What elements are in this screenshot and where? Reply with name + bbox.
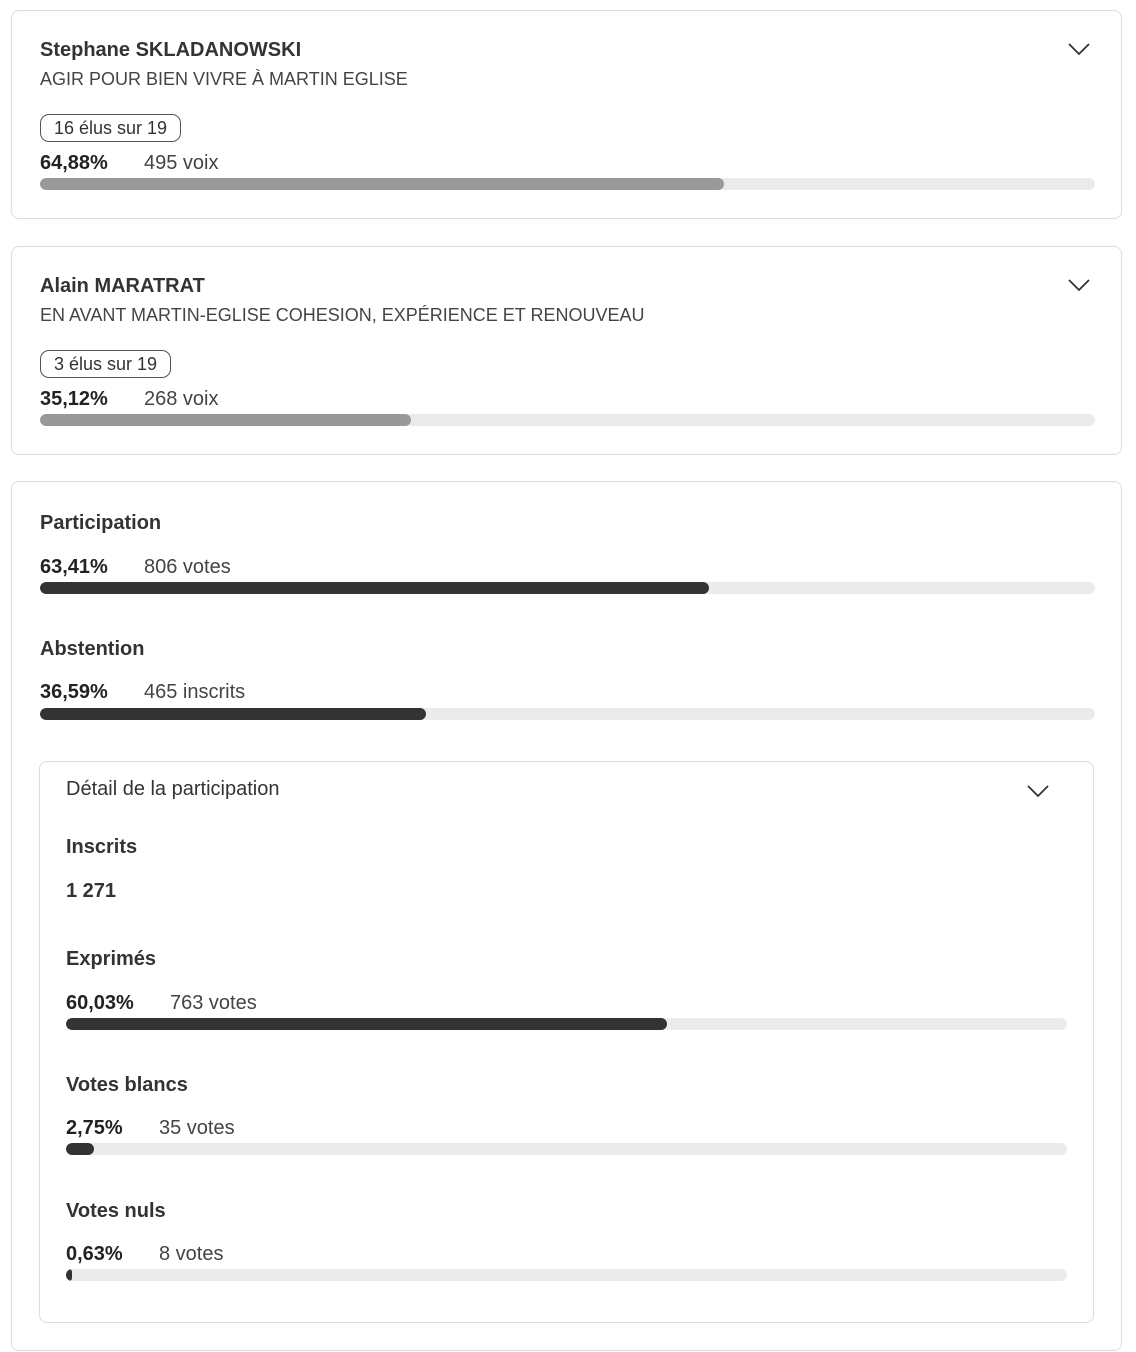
exprimes-stats (66, 992, 257, 1015)
blancs-bar (66, 1143, 1067, 1155)
abstention-title: Abstention (40, 638, 145, 660)
percent: 35,12% (40, 388, 108, 410)
participation-bar (40, 582, 1095, 594)
progress-bar (40, 178, 1095, 190)
nuls-bar (66, 1269, 1067, 1281)
chevron-down-icon[interactable] (1068, 279, 1090, 293)
percent: 0,63% (66, 1243, 123, 1265)
percent: 60,03% (66, 992, 134, 1014)
percent: 2,75% (66, 1117, 123, 1139)
percent: 36,59% (40, 681, 108, 703)
abstention-stats (40, 681, 245, 704)
candidate-party: EN AVANT MARTIN-EGLISE COHESION, EXPÉRIENCE ET RENOUVEAU (40, 305, 645, 325)
vote-count: 495 voix (144, 152, 219, 174)
blancs-title: Votes blancs (66, 1074, 188, 1096)
vote-stats (40, 388, 219, 411)
vote-count: 268 voix (144, 388, 219, 410)
chevron-down-icon[interactable] (1027, 785, 1049, 799)
exprimes-bar (66, 1018, 1067, 1030)
detail-toggle[interactable]: Détail de la participation (66, 778, 280, 800)
count: 465 inscrits (144, 681, 246, 703)
participation-detail (39, 761, 1094, 1323)
nuls-title: Votes nuls (66, 1200, 166, 1222)
count: 35 votes (159, 1117, 235, 1139)
exprimes-title: Exprimés (66, 948, 157, 970)
progress-fill (66, 1269, 72, 1281)
progress-fill (66, 1018, 667, 1030)
participation-card (11, 481, 1122, 1351)
progress-fill (40, 178, 724, 190)
progress-bar (40, 414, 1095, 426)
inscrits-value: 1 271 (66, 880, 117, 902)
progress-fill (66, 1143, 94, 1155)
candidate-name: Alain MARATRAT (40, 275, 205, 297)
candidate-party: AGIR POUR BIEN VIVRE À MARTIN EGLISE (40, 69, 408, 89)
candidate-card[interactable] (11, 246, 1122, 455)
progress-fill (40, 414, 411, 426)
candidate-name: Stephane SKLADANOWSKI (40, 39, 302, 61)
abstention-bar (40, 708, 1095, 720)
count: 8 votes (159, 1243, 224, 1265)
candidate-card[interactable] (11, 10, 1122, 219)
seats-badge: 16 élus sur 19 (40, 114, 181, 142)
progress-fill (40, 708, 426, 720)
percent: 63,41% (40, 556, 108, 578)
percent: 64,88% (40, 152, 108, 174)
chevron-down-icon[interactable] (1068, 43, 1090, 57)
inscrits-title: Inscrits (66, 836, 138, 858)
progress-fill (40, 582, 709, 594)
participation-title: Participation (40, 512, 162, 534)
count: 763 votes (170, 992, 257, 1014)
participation-stats (40, 556, 231, 579)
seats-badge: 3 élus sur 19 (40, 350, 171, 378)
vote-stats (40, 152, 219, 175)
blancs-stats (66, 1117, 235, 1140)
nuls-stats (66, 1243, 223, 1266)
vote-count: 806 votes (144, 556, 231, 578)
